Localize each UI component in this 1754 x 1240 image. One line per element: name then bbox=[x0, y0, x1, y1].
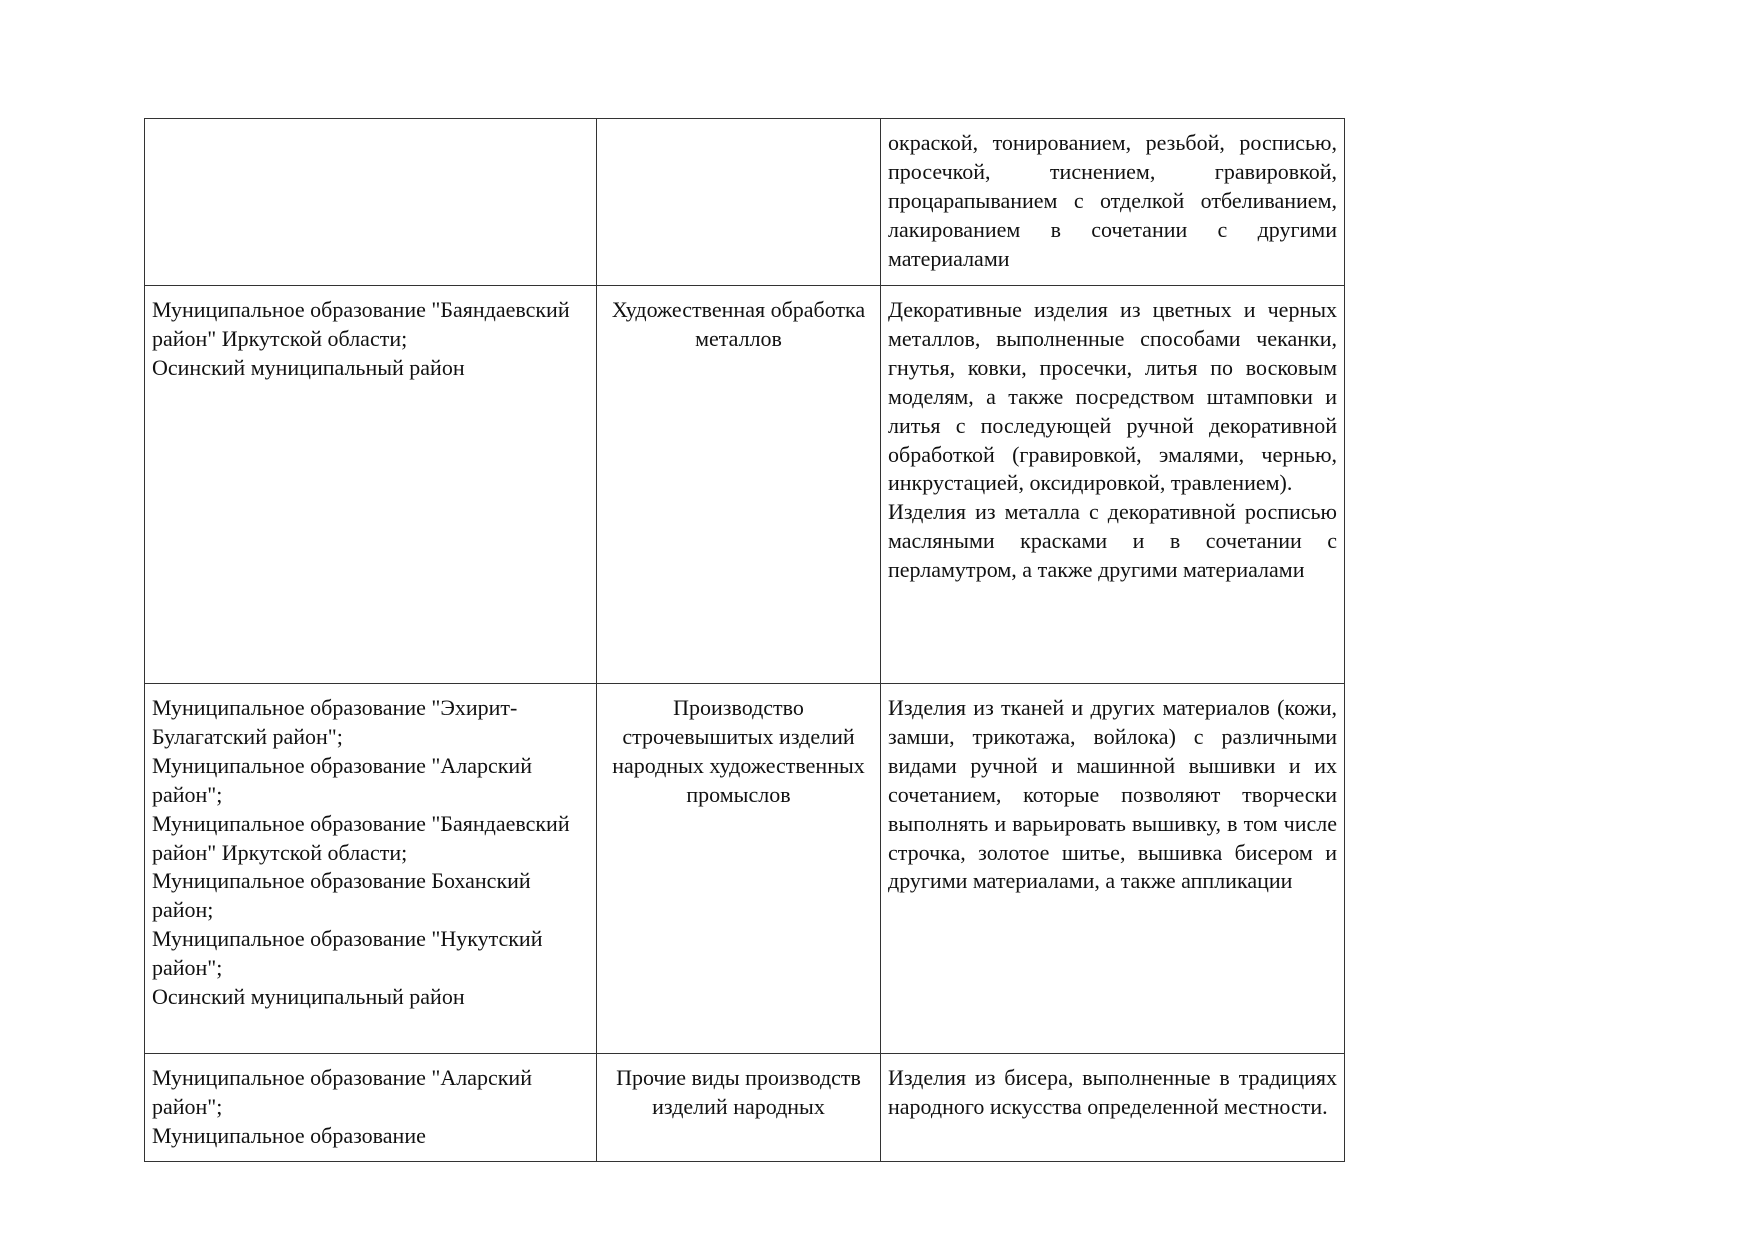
region-name: Осинский муниципальный район bbox=[152, 354, 465, 380]
description-text: Изделия из тканей и других материалов (кожи, замши, трикотажа, войлока) с различными видами ручной и машинной вышивки и их сочетанием, которые позволяют творчески выполнять и варьировать вышивку, в том числе строчка, золотое шитье, вышивка бисером и другими материалами, а также аппликации bbox=[888, 695, 1337, 894]
region-cell bbox=[145, 119, 597, 286]
description-cell bbox=[881, 119, 1345, 286]
region-name: Муниципальное образование "Нукутский район"; bbox=[152, 926, 543, 981]
description-text: Изделия из бисера, выполненные в традициях народного искусства определенной местности. bbox=[888, 1065, 1337, 1119]
table-row bbox=[145, 1054, 1345, 1162]
table-row bbox=[145, 286, 1345, 684]
description-cell bbox=[881, 684, 1345, 1054]
description-text: окраской, тонированием, резьбой, росписью, просечкой, тиснением, гравировкой, процарапыванием с отделкой отбеливанием, лакированием в сочетании с другими материалами bbox=[888, 130, 1337, 271]
region-name: Осинский муниципальный район bbox=[152, 984, 465, 1010]
region-name: Муниципальное образование "Аларский район"; bbox=[152, 1065, 532, 1119]
craft-cell bbox=[597, 119, 881, 286]
craft-cell bbox=[597, 286, 881, 684]
region-name: Муниципальное образование "Аларский район"; bbox=[152, 752, 532, 807]
craft-name: Производство строчевышитых изделий народных художественных промыслов bbox=[612, 695, 865, 807]
region-name: Муниципальное образование bbox=[152, 1122, 426, 1148]
craft-cell bbox=[597, 1054, 881, 1162]
craft-name: Художественная обработка металлов bbox=[611, 297, 866, 351]
region-cell bbox=[145, 1054, 597, 1162]
region-name: Муниципальное образование "Баяндаевский район" Иркутской области; bbox=[152, 297, 570, 351]
description-text: Изделия из металла с декоративной росписью масляными красками и в сочетании с перламутром, а также другими материалами bbox=[888, 499, 1337, 583]
region-cell bbox=[145, 684, 597, 1054]
region-name: Муниципальное образование "Баяндаевский район" Иркутской области; bbox=[152, 810, 570, 865]
description-text: Декоративные изделия из цветных и черных металлов, выполненные способами чеканки, гнутья, ковки, просечки, литья по восковым моделям, а также посредством штамповки и литья с последующей ручной декоративной обработкой (гравировкой, эмалями, чернью, инкрустацией, оксидировкой, травлением). bbox=[888, 297, 1337, 496]
description-cell bbox=[881, 1054, 1345, 1162]
table-row bbox=[145, 684, 1345, 1054]
region-name: Муниципальное образование "Эхирит-Булагатский район"; bbox=[152, 695, 518, 749]
crafts-table bbox=[144, 118, 1345, 1162]
craft-cell bbox=[597, 684, 881, 1054]
description-cell bbox=[881, 286, 1345, 684]
craft-name: Прочие виды производств изделий народных bbox=[616, 1065, 861, 1119]
region-cell bbox=[145, 286, 597, 684]
table-row bbox=[145, 119, 1345, 286]
region-name: Муниципальное образование Боханский район; bbox=[152, 868, 531, 923]
